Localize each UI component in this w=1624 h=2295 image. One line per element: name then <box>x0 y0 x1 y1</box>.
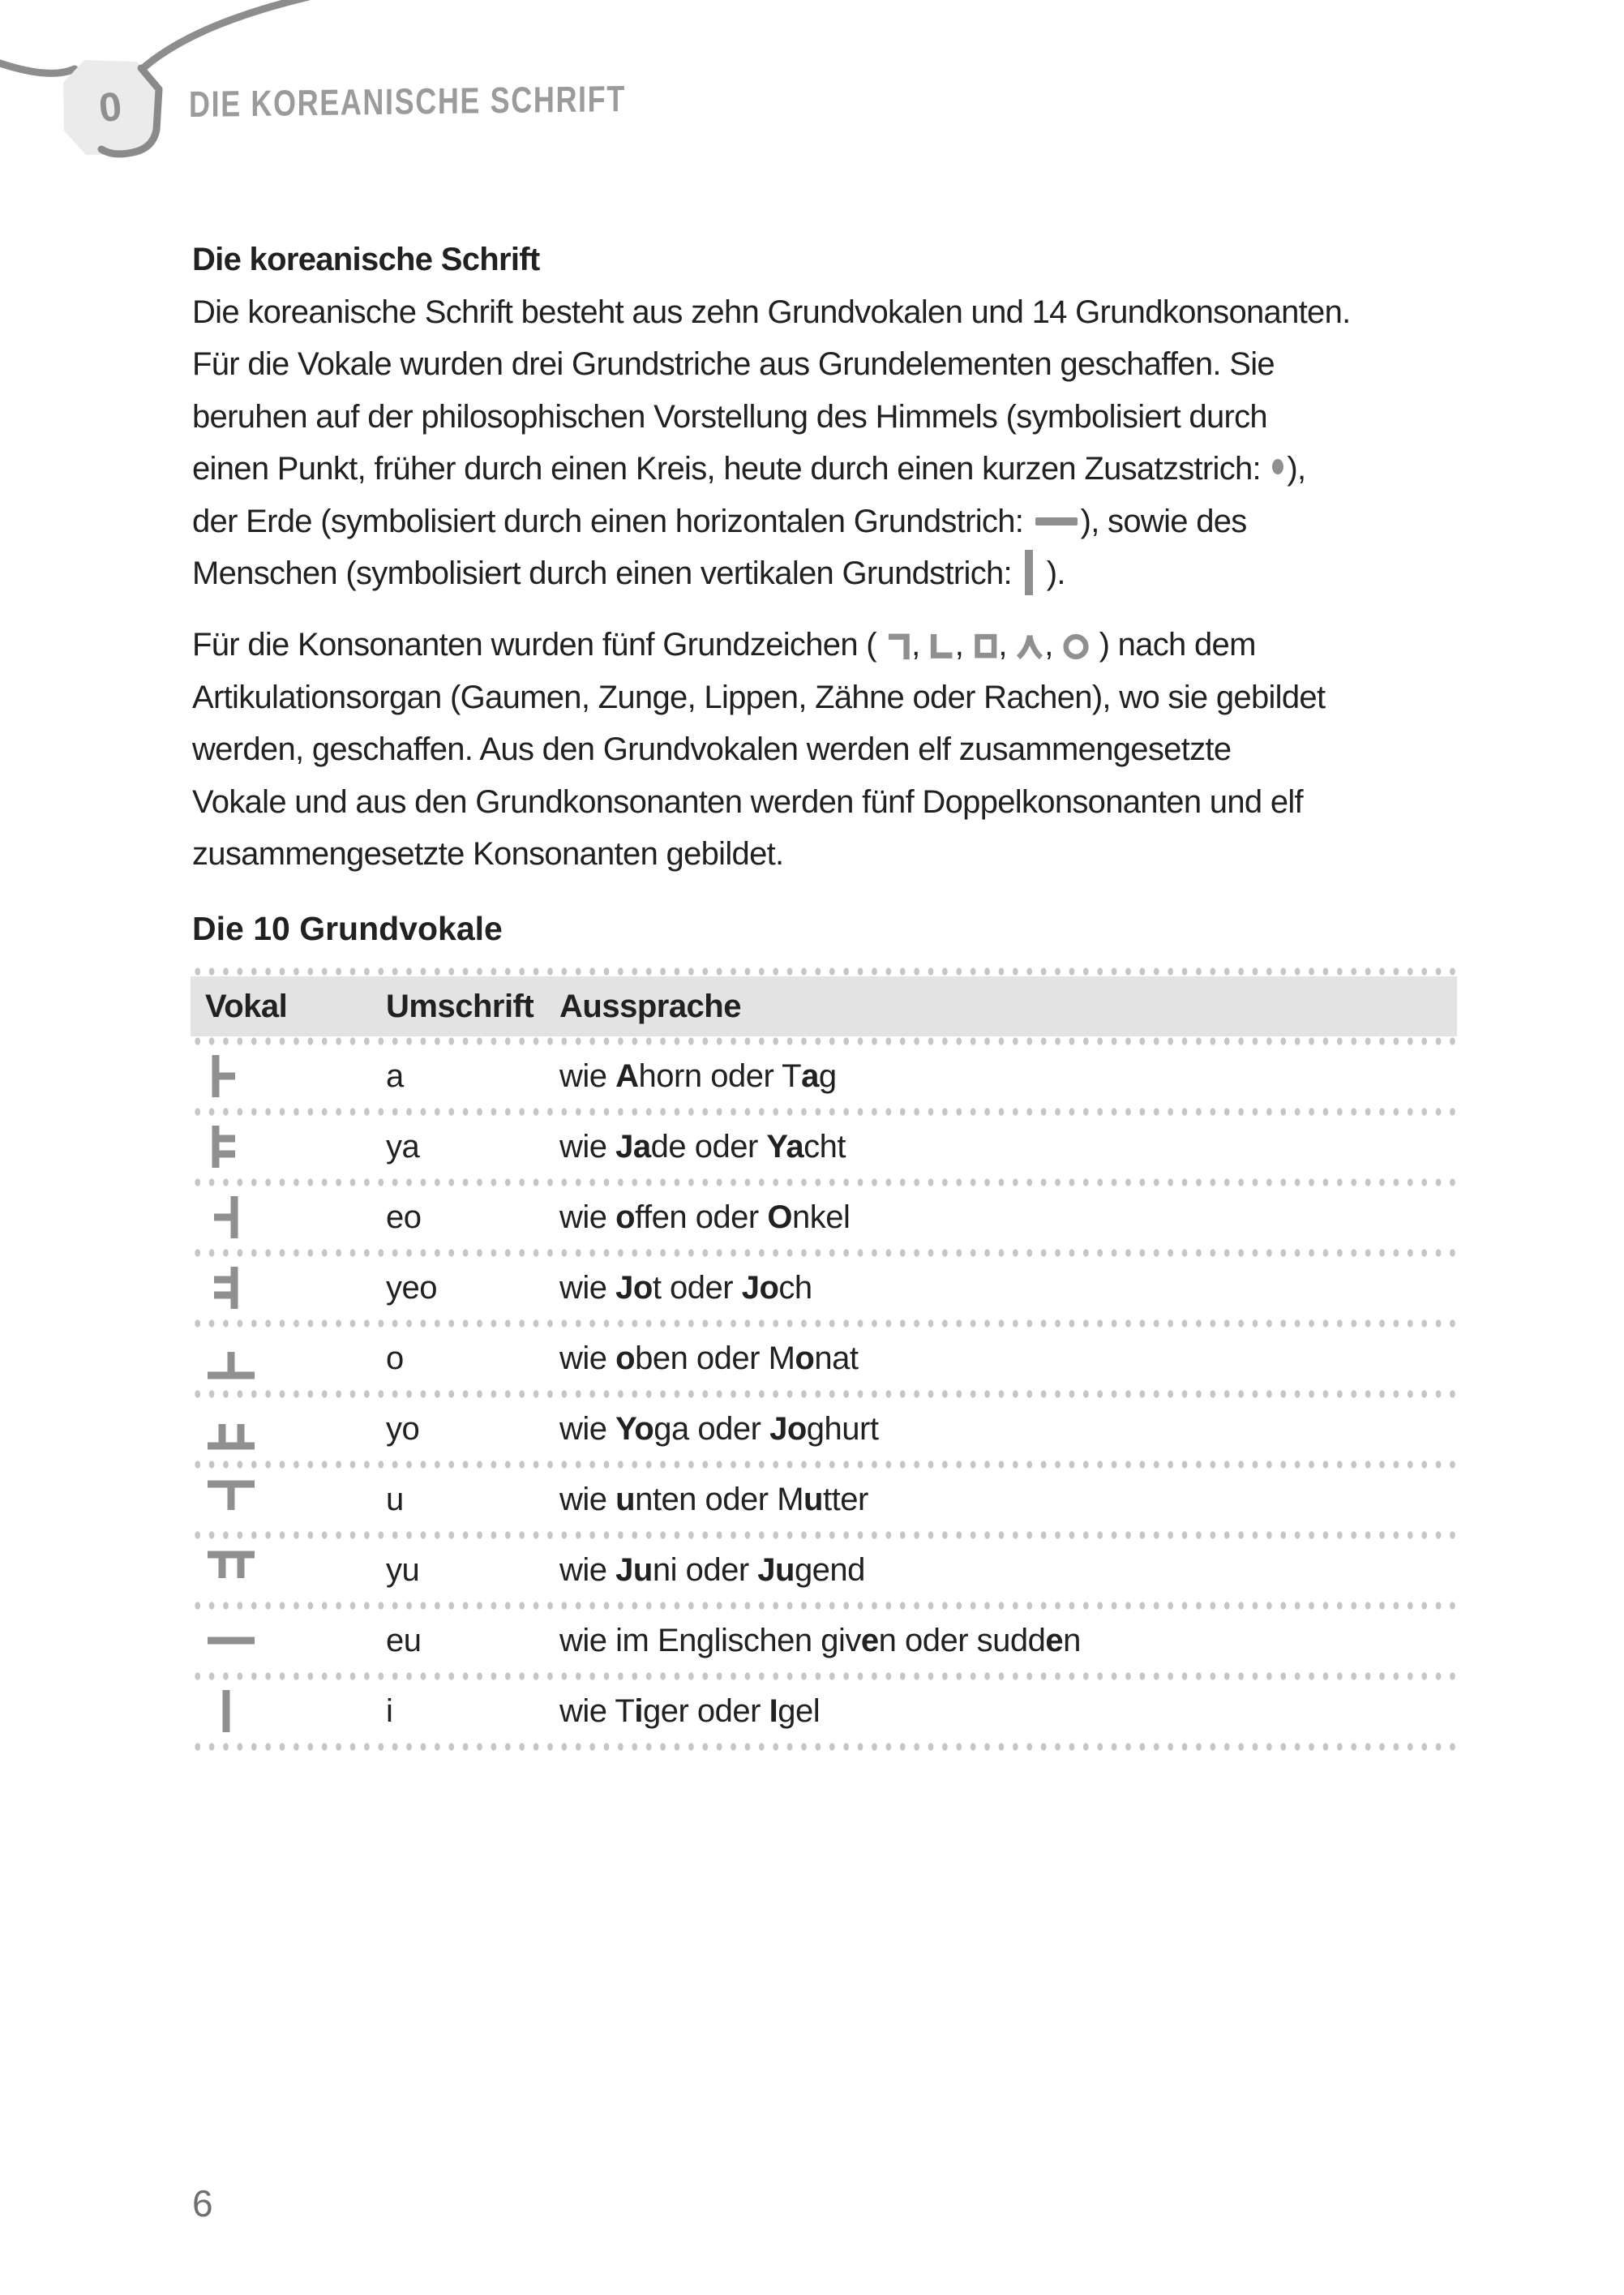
vowel-table-body <box>191 1046 1457 1752</box>
umschrift-cell: eu <box>386 1623 422 1658</box>
table-row <box>191 1328 1457 1389</box>
intro-heading: Die koreanische Schrift <box>192 242 540 277</box>
table-row <box>191 1258 1457 1319</box>
a-jamo-icon <box>205 1053 251 1100</box>
dotted-divider <box>191 1460 1457 1469</box>
text-line: der Erde (symbolisiert durch einen horizontalen Grundstrich: ), sowie des <box>192 503 1247 539</box>
emphasized-letter: Ju <box>757 1552 795 1588</box>
dotted-divider <box>191 1742 1457 1752</box>
text-line: Artikulationsorgan (Gaumen, Zunge, Lippen, Zähne oder Rachen), wo sie gebildet <box>192 679 1326 715</box>
emphasized-letter: u <box>803 1482 823 1517</box>
eo-jamo-icon <box>205 1194 251 1241</box>
hdash-symbol-icon <box>1035 517 1078 525</box>
vokal-cell <box>191 1194 386 1242</box>
text-line: zusammengesetzte Konsonanten gebildet. <box>192 836 784 872</box>
umschrift-cell: ya <box>386 1129 420 1165</box>
aussprache-cell: wie Jade oder Yacht <box>559 1129 846 1165</box>
emphasized-letter: o <box>795 1341 815 1376</box>
table-row <box>191 1681 1457 1742</box>
emphasized-letter: o <box>615 1199 636 1235</box>
emphasized-letter: a <box>801 1058 819 1094</box>
text-line: Menschen (symbolisiert durch einen vertikalen Grundstrich: ). <box>192 547 1489 600</box>
i-jamo-icon <box>205 1688 251 1735</box>
vowel-table <box>191 967 1457 1752</box>
table-row <box>191 1469 1457 1530</box>
vokal-cell <box>191 1476 386 1525</box>
emphasized-letter: Jo <box>769 1411 807 1447</box>
vokal-cell <box>191 1264 386 1313</box>
emphasized-letter: Jo <box>615 1270 653 1306</box>
emphasized-letter: o <box>615 1341 636 1376</box>
dotted-divider <box>191 1248 1457 1258</box>
g-jamo-icon <box>885 630 911 662</box>
wire-right <box>139 0 323 71</box>
yu-jamo-icon <box>205 1546 257 1594</box>
yeo-jamo-icon <box>205 1264 251 1311</box>
o-jamo-icon <box>205 1335 257 1382</box>
aussprache-cell: wie Jot oder Joch <box>559 1270 812 1306</box>
column-header-umschrift: Umschrift <box>386 988 534 1024</box>
m-jamo-icon <box>972 630 999 662</box>
umschrift-cell: a <box>386 1058 404 1094</box>
eu-jamo-icon <box>205 1617 257 1664</box>
dotted-divider <box>191 1671 1457 1681</box>
dotted-divider <box>191 1178 1457 1187</box>
emphasized-letter: I <box>769 1693 778 1729</box>
table-row <box>191 1117 1457 1178</box>
vokal-cell <box>191 1405 386 1454</box>
column-header-vokal: Vokal <box>205 988 288 1024</box>
text-line: Die koreanische Schrift besteht aus zehn Grundvokalen und 14 Grundkonsonanten. <box>192 294 1351 330</box>
n-jamo-icon <box>928 630 955 662</box>
emphasized-letter: Ya <box>766 1129 804 1165</box>
umschrift-cell: eo <box>386 1199 422 1235</box>
table-row <box>191 1046 1457 1107</box>
intro-paragraph <box>192 286 1489 600</box>
text-line: Vokale und aus den Grundkonsonanten werden fünf Doppelkonsonanten und elf <box>192 783 1303 820</box>
umschrift-cell: yo <box>386 1411 420 1447</box>
vokal-cell <box>191 1053 386 1101</box>
aussprache-cell: wie unten oder Mutter <box>559 1482 868 1517</box>
emphasized-letter: u <box>615 1482 636 1517</box>
table-row <box>191 1187 1457 1248</box>
aussprache-cell: wie oben oder Monat <box>559 1341 859 1376</box>
aussprache-cell: wie Ahorn oder Tag <box>559 1058 837 1094</box>
emphasized-letter: e <box>1045 1623 1064 1658</box>
dotted-divider <box>191 1319 1457 1328</box>
emphasized-letter: Jo <box>741 1270 779 1306</box>
umschrift-cell: i <box>386 1693 393 1729</box>
umschrift-cell: o <box>386 1341 404 1376</box>
consonant-section <box>192 619 1489 881</box>
text-line: beruhen auf der philosophischen Vorstellung des Himmels (symbolisiert durch <box>192 398 1267 435</box>
umschrift-cell: u <box>386 1482 404 1517</box>
table-heading: Die 10 Grundvokale <box>192 910 503 947</box>
dot-symbol-icon <box>1272 459 1283 474</box>
emphasized-letter: Ju <box>615 1552 653 1588</box>
table-row <box>191 1611 1457 1671</box>
s-jamo-icon <box>1015 630 1044 662</box>
emphasized-letter: Yo <box>615 1411 654 1447</box>
wire-left <box>0 62 75 73</box>
u-jamo-icon <box>205 1476 257 1523</box>
emphasized-letter: i <box>634 1693 643 1729</box>
vokal-cell <box>191 1335 386 1383</box>
aussprache-cell: wie offen oder Onkel <box>559 1199 851 1235</box>
consonant-paragraph <box>192 619 1489 881</box>
table-row <box>191 1399 1457 1460</box>
table-header-row <box>191 976 1457 1036</box>
yo-jamo-icon <box>205 1405 257 1452</box>
dotted-divider <box>191 967 1457 976</box>
dotted-divider <box>191 1036 1457 1046</box>
vokal-cell <box>191 1688 386 1736</box>
text-line: Für die Vokale wurden drei Grundstriche aus Grundelementen geschaffen. Sie <box>192 346 1275 382</box>
vbar-symbol-icon <box>1025 550 1033 595</box>
vokal-cell <box>191 1617 386 1666</box>
aussprache-cell: wie Yoga oder Joghurt <box>559 1411 879 1447</box>
emphasized-letter: e <box>860 1623 879 1658</box>
column-header-aussprache: Aussprache <box>559 988 741 1024</box>
emphasized-letter: A <box>615 1058 639 1094</box>
ng-jamo-icon <box>1061 630 1091 662</box>
text-line: werden, geschaffen. Aus den Grundvokalen werden elf zusammengesetzte <box>192 731 1232 767</box>
page-number: 6 <box>192 2182 213 2224</box>
umschrift-cell: yeo <box>386 1270 437 1306</box>
vokal-cell <box>191 1123 386 1172</box>
emphasized-letter: Ja <box>615 1129 651 1165</box>
aussprache-cell: wie Juni oder Jugend <box>559 1552 865 1588</box>
text-line: Für die Konsonanten wurden fünf Grundzeichen ( , , , , ) nach dem <box>192 627 1256 663</box>
chapter-title: DIE KOREANISCHE SCHRIFT <box>189 77 626 125</box>
dotted-divider <box>191 1107 1457 1117</box>
dotted-divider <box>191 1530 1457 1540</box>
emphasized-letter: O <box>767 1199 792 1235</box>
dotted-divider <box>191 1601 1457 1611</box>
ya-jamo-icon <box>205 1123 251 1170</box>
aussprache-cell: wie im Englischen given oder sudden <box>559 1623 1081 1658</box>
umschrift-cell: yu <box>386 1552 420 1588</box>
text-line: einen Punkt, früher durch einen Kreis, heute durch einen kurzen Zusatzstrich: ), <box>192 451 1306 487</box>
intro-section <box>192 234 1489 600</box>
dotted-divider <box>191 1389 1457 1399</box>
table-row <box>191 1540 1457 1601</box>
chapter-number-badge: 0 <box>96 83 124 131</box>
aussprache-cell: wie Tiger oder Igel <box>559 1693 821 1729</box>
vokal-cell <box>191 1546 386 1595</box>
